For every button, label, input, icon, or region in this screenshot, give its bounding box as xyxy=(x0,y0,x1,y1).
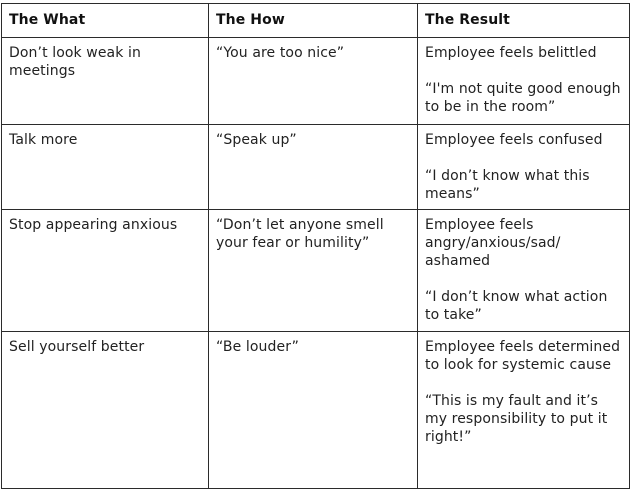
cell-what: Don’t look weak in meetings xyxy=(2,38,209,125)
table-row xyxy=(2,125,630,210)
result-quote: “This is my fault and it’s my responsibility to put it right!” xyxy=(425,393,608,445)
table-row xyxy=(2,38,630,125)
cell-result xyxy=(418,210,630,332)
result-text: Employee feels belittled xyxy=(425,45,597,61)
result-text: Employee feels determined to look for systemic cause xyxy=(425,339,621,373)
feedback-table xyxy=(1,3,630,489)
table-row xyxy=(2,332,630,489)
cell-what: Stop appearing anxious xyxy=(2,210,209,332)
cell-result xyxy=(418,125,630,210)
feedback-table-container xyxy=(1,3,630,489)
result-text: Employee feels confused xyxy=(425,132,603,148)
cell-how: “Speak up” xyxy=(209,125,418,210)
result-quote: “I'm not quite good enough to be in the room” xyxy=(425,81,621,115)
cell-result xyxy=(418,38,630,125)
header-the-how: The How xyxy=(209,4,418,38)
cell-how: “You are too nice” xyxy=(209,38,418,125)
header-the-result: The Result xyxy=(418,4,630,38)
cell-what: Talk more xyxy=(2,125,209,210)
result-quote: “I don’t know what this means” xyxy=(425,168,590,202)
cell-result xyxy=(418,332,630,489)
header-the-what: The What xyxy=(2,4,209,38)
result-quote: “I don’t know what action to take” xyxy=(425,289,608,323)
cell-what: Sell yourself better xyxy=(2,332,209,489)
table-row xyxy=(2,210,630,332)
cell-how: “Don’t let anyone smell your fear or humility” xyxy=(209,210,418,332)
table-header-row xyxy=(2,4,630,38)
cell-how: “Be louder” xyxy=(209,332,418,489)
result-text: Employee feels angry/anxious/sad/ ashamed xyxy=(425,217,561,269)
